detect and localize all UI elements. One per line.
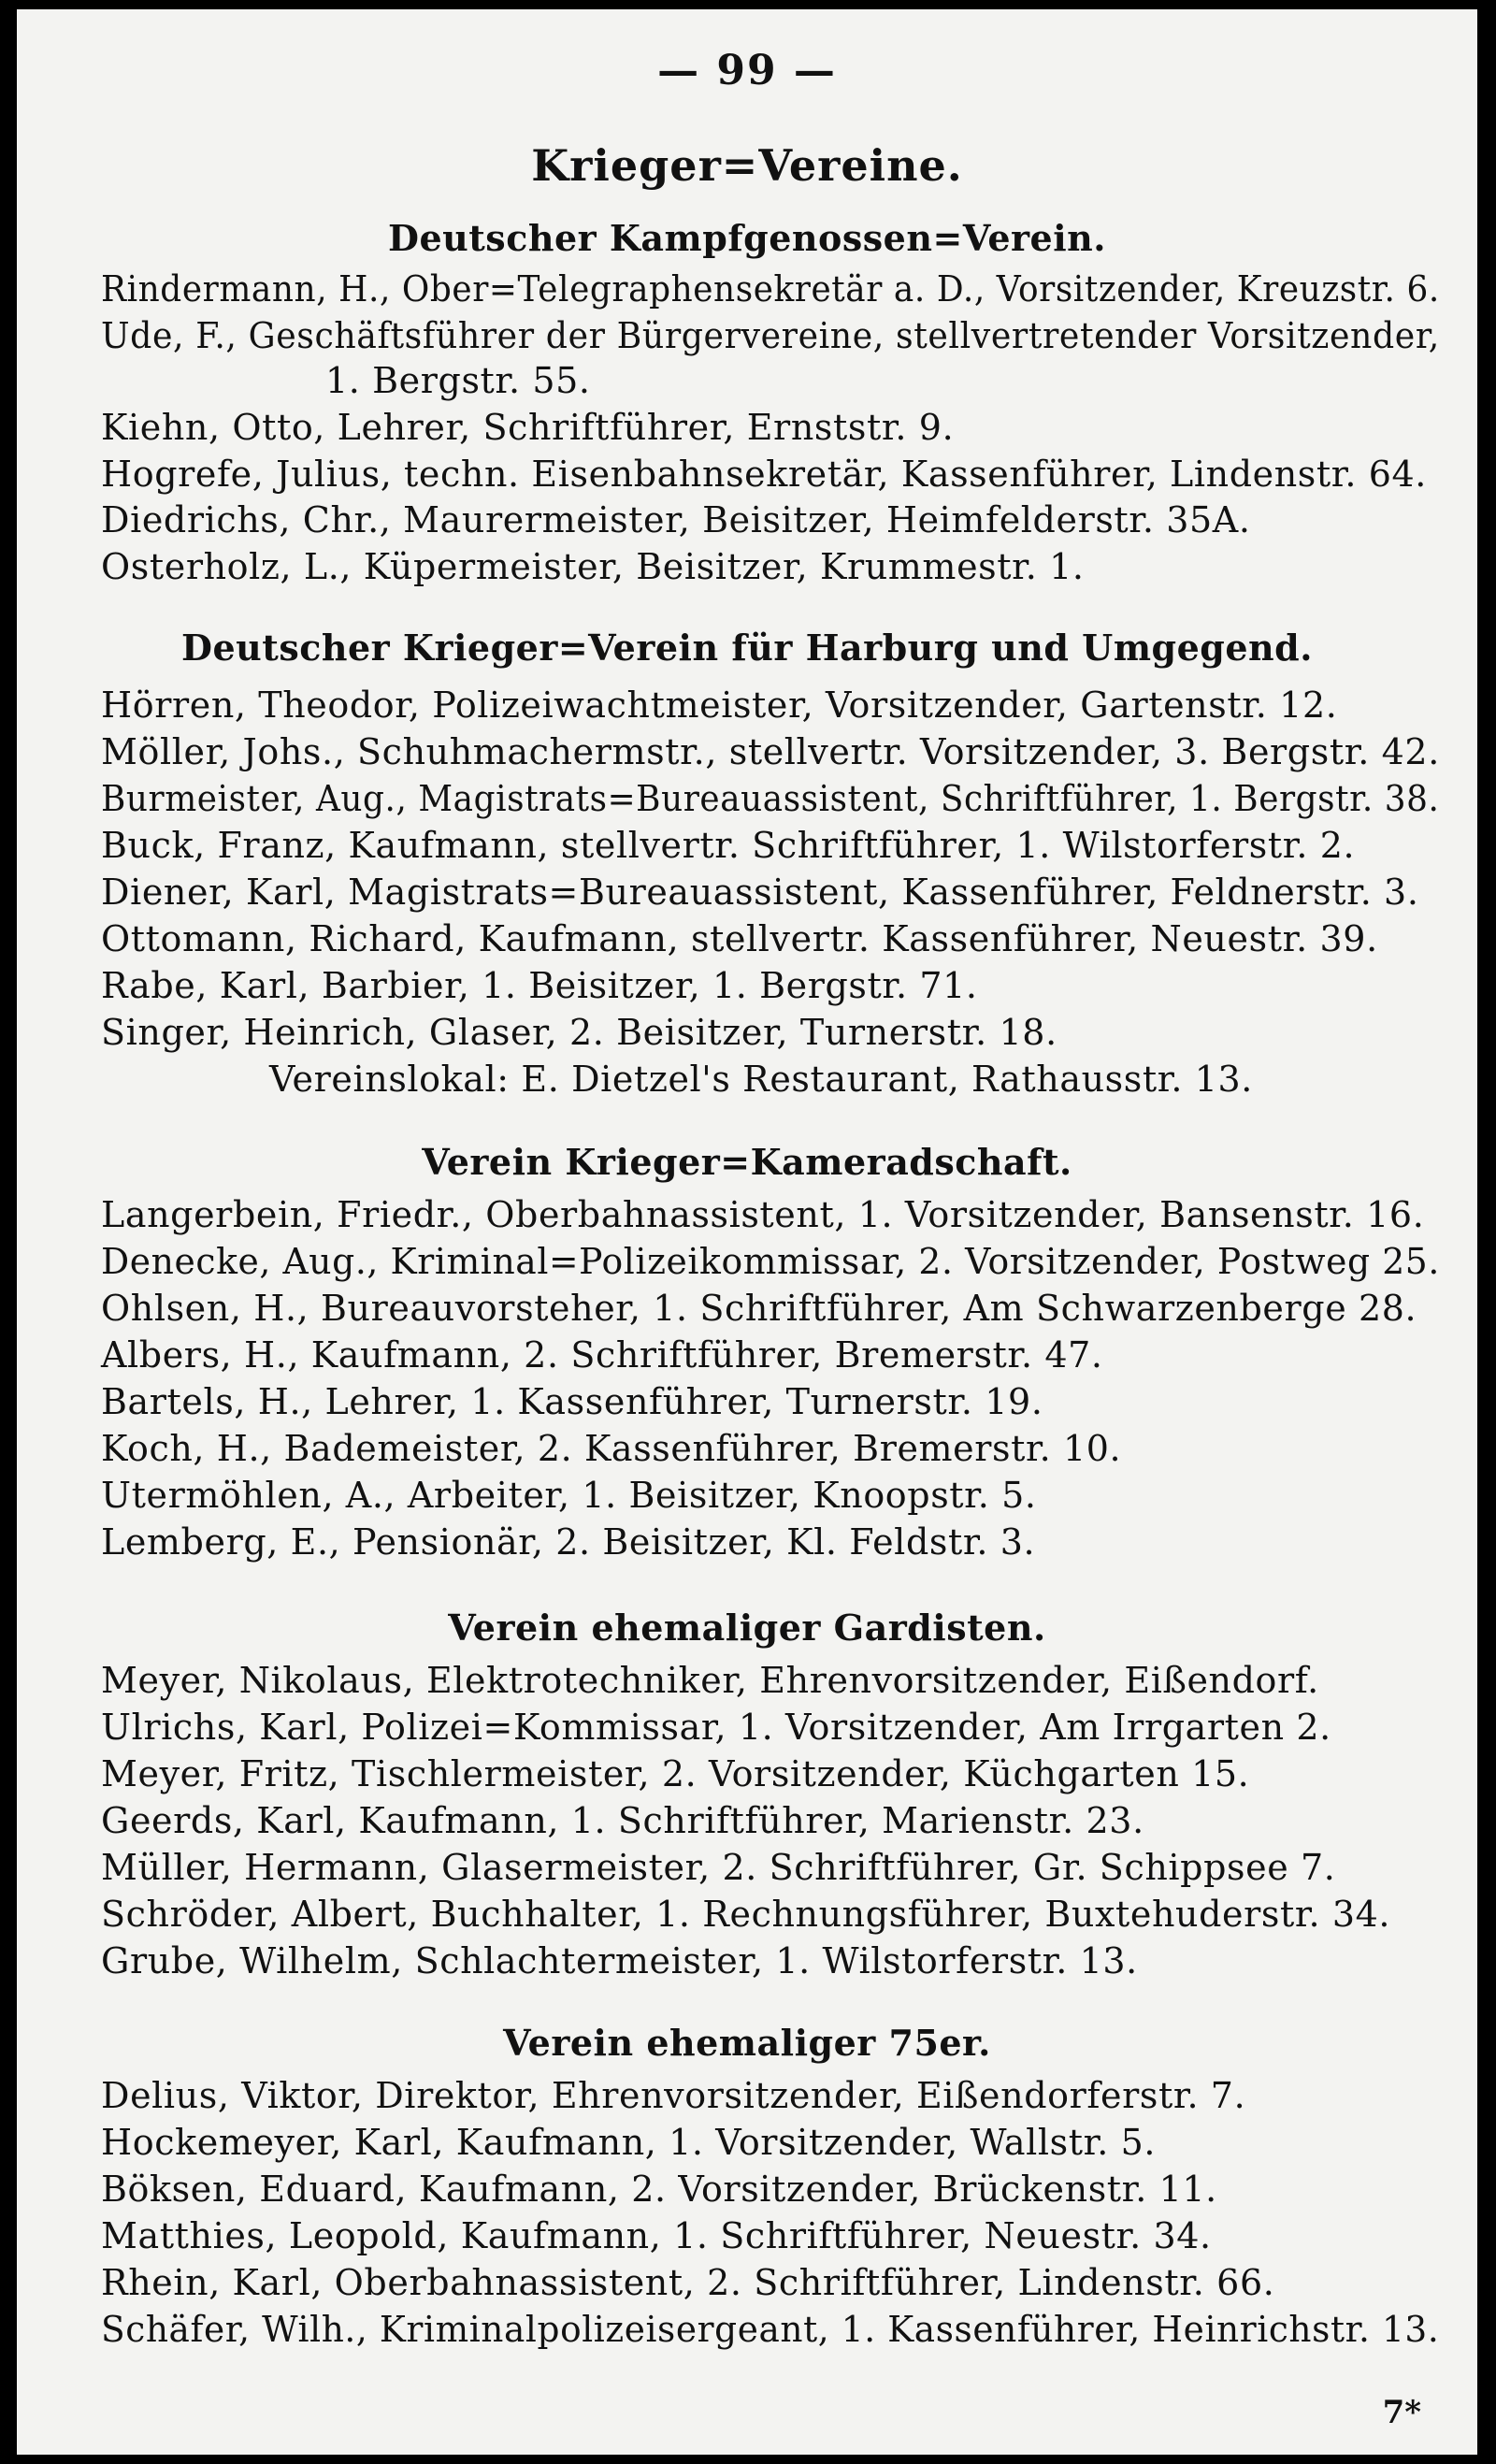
entry-line: Böksen, Eduard, Kaufmann, 2. Vorsitzender, Brückenstr. 11. [101,2169,1217,2210]
entry-line: Denecke, Aug., Kriminal=Polizeikommissar, 2. Vorsitzender, Postweg 25. [101,1241,1440,1282]
entry-line: Osterholz, L., Küpermeister, Beisitzer, Krummestr. 1. [101,546,1085,587]
signature-mark: 7* [1382,2394,1421,2431]
entry-line: Ohlsen, H., Bureauvorsteher, 1. Schriftführer, Am Schwarzenberge 28. [101,1288,1417,1329]
entry-line: Buck, Franz, Kaufmann, stellvertr. Schriftführer, 1. Wilstorferstr. 2. [101,825,1356,866]
entry-line: Meyer, Nikolaus, Elektrotechniker, Ehrenvorsitzender, Eißendorf. [101,1660,1319,1701]
entry-line: Meyer, Fritz, Tischlermeister, 2. Vorsitzender, Küchgarten 15. [101,1753,1250,1794]
entry-line: Utermöhlen, A., Arbeiter, 1. Beisitzer, Knoopstr. 5. [101,1475,1037,1516]
entry-line: Ulrichs, Karl, Polizei=Kommissar, 1. Vorsitzender, Am Irrgarten 2. [101,1707,1331,1748]
entry-line: Matthies, Leopold, Kaufmann, 1. Schriftführer, Neuestr. 34. [101,2215,1212,2256]
section-title: Deutscher Kampfgenossen=Verein. [388,217,1106,259]
section-title: Deutscher Krieger=Verein für Harburg und Umgegend. [181,627,1313,669]
entry-line: Rhein, Karl, Oberbahnassistent, 2. Schriftführer, Lindenstr. 66. [101,2262,1275,2303]
entry-line: Rindermann, H., Ober=Telegraphensekretär a. D., Vorsitzender, Kreuzstr. 6. [101,268,1440,310]
page-title: Krieger=Vereine. [531,140,963,191]
entry-line: Hogrefe, Julius, techn. Eisenbahnsekretär, Kassenführer, Lindenstr. 64. [101,454,1427,495]
entry-line: Bartels, H., Lehrer, 1. Kassenführer, Turnerstr. 19. [101,1381,1043,1422]
entry-line: Geerds, Karl, Kaufmann, 1. Schriftführer, Marienstr. 23. [101,1800,1144,1841]
entry-line: Lemberg, E., Pensionär, 2. Beisitzer, Kl. Feldstr. 3. [101,1521,1036,1563]
entry-line: 1. Bergstr. 55. [325,360,591,401]
entry-line: Hörren, Theodor, Polizeiwachtmeister, Vorsitzender, Gartenstr. 12. [101,684,1338,726]
entry-line: Koch, H., Bademeister, 2. Kassenführer, Bremerstr. 10. [101,1428,1122,1469]
entry-line: Grube, Wilhelm, Schlachtermeister, 1. Wilstorferstr. 13. [101,1940,1138,1981]
entry-line: Ottomann, Richard, Kaufmann, stellvertr. Kassenführer, Neuestr. 39. [101,918,1378,959]
entry-line: Kiehn, Otto, Lehrer, Schriftführer, Ernststr. 9. [101,407,955,448]
entry-line: Albers, H., Kaufmann, 2. Schriftführer, Bremerstr. 47. [101,1334,1103,1376]
section-title: Verein ehemaliger Gardisten. [448,1607,1046,1649]
entry-line: Langerbein, Friedr., Oberbahnassistent, 1. Vorsitzender, Bansenstr. 16. [101,1194,1425,1235]
entry-line: Delius, Viktor, Direktor, Ehrenvorsitzender, Eißendorferstr. 7. [101,2075,1246,2116]
entry-line: Möller, Johs., Schuhmachermstr., stellvertr. Vorsitzender, 3. Bergstr. 42. [101,731,1440,772]
entry-line: Hockemeyer, Karl, Kaufmann, 1. Vorsitzender, Wallstr. 5. [101,2122,1157,2163]
entry-line: Rabe, Karl, Barbier, 1. Beisitzer, 1. Bergstr. 71. [101,965,978,1006]
section-title: Verein Krieger=Kameradschaft. [422,1141,1072,1183]
entry-line: Müller, Hermann, Glasermeister, 2. Schriftführer, Gr. Schippsee 7. [101,1847,1336,1888]
entry-line: Diedrichs, Chr., Maurermeister, Beisitzer, Heimfelderstr. 35A. [101,499,1251,540]
entry-line: Ude, F., Geschäftsführer der Bürgervereine, stellvertretender Vorsitzender, [101,315,1440,356]
section-title: Verein ehemaliger 75er. [503,2022,991,2064]
page-number: — 99 — [657,47,837,94]
entry-line: Diener, Karl, Magistrats=Bureauassistent, Kassenführer, Feldnerstr. 3. [101,872,1419,913]
entry-line: Singer, Heinrich, Glaser, 2. Beisitzer, Turnerstr. 18. [101,1012,1057,1053]
book-page [17,9,1477,2455]
entry-line: Schäfer, Wilh., Kriminalpolizeisergeant, 1. Kassenführer, Heinrichstr. 13. [101,2309,1440,2350]
venue-line: Vereinslokal: E. Dietzel's Restaurant, Rathausstr. 13. [269,1059,1253,1100]
entry-line: Schröder, Albert, Buchhalter, 1. Rechnungsführer, Buxtehuderstr. 34. [101,1894,1391,1935]
entry-line: Burmeister, Aug., Magistrats=Bureauassistent, Schriftführer, 1. Bergstr. 38. [101,778,1440,819]
